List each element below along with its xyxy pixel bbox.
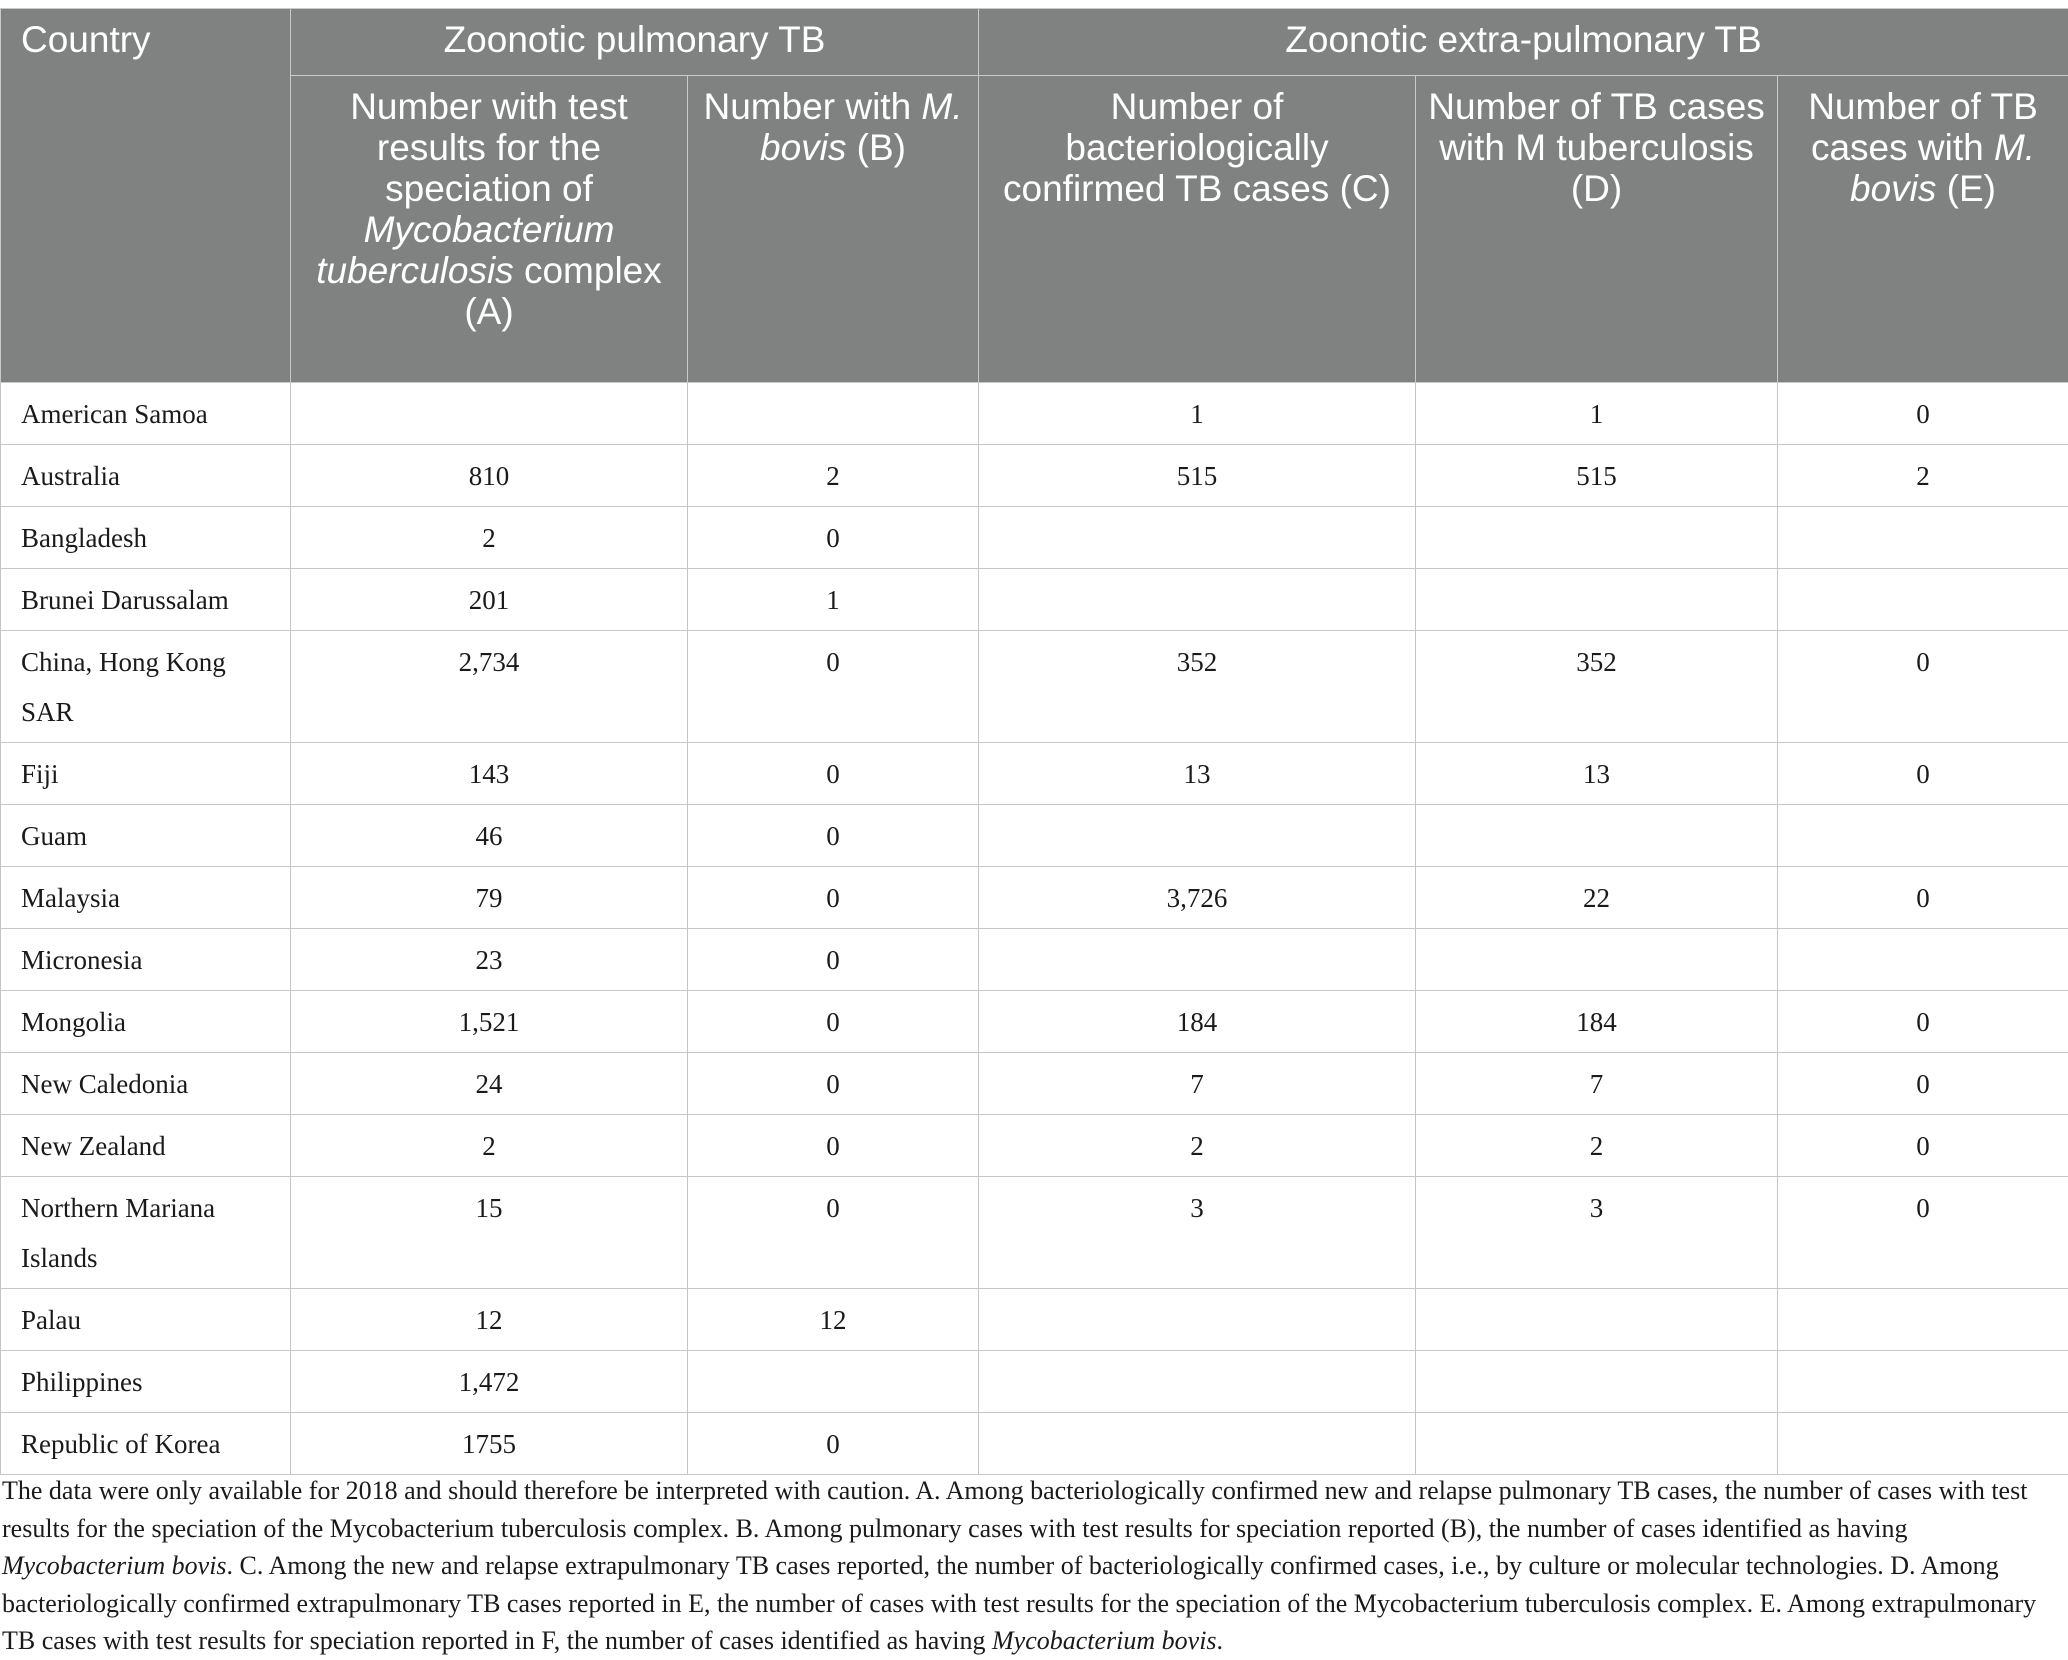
value-cell: 2 [291, 1115, 688, 1177]
value-cell: 1,472 [291, 1351, 688, 1413]
table-body [1, 383, 2068, 1475]
value-cell: 0 [688, 805, 979, 867]
value-cell: 13 [979, 743, 1416, 805]
value-cell [979, 929, 1416, 991]
header-col-c: Number of bacteriologically confirmed TB cases (C) [979, 76, 1416, 383]
header-col-b: Number with M. bovis (B) [688, 76, 979, 383]
value-cell: 0 [688, 743, 979, 805]
value-cell: 352 [979, 631, 1416, 743]
country-cell: Australia [1, 445, 291, 507]
header-col-d: Number of TB cases with M tuberculosis (D) [1416, 76, 1778, 383]
value-cell: 12 [291, 1289, 688, 1351]
value-cell: 2 [1416, 1115, 1778, 1177]
value-cell: 810 [291, 445, 688, 507]
value-cell: 0 [1778, 991, 2068, 1053]
table-row [1, 929, 2068, 991]
value-cell [1416, 1289, 1778, 1351]
value-cell [1778, 569, 2068, 631]
value-cell: 0 [1778, 383, 2068, 445]
country-cell: New Zealand [1, 1115, 291, 1177]
header-col-e: Number of TB cases with M. bovis (E) [1778, 76, 2068, 383]
value-cell: 13 [1416, 743, 1778, 805]
value-cell [979, 1413, 1416, 1475]
value-cell [1416, 569, 1778, 631]
header-col-a: Number with test results for the speciation of Mycobacterium tuberculosis complex (A) [291, 76, 688, 383]
table-row [1, 569, 2068, 631]
value-cell: 7 [979, 1053, 1416, 1115]
value-cell: 0 [1778, 867, 2068, 929]
value-cell: 0 [688, 867, 979, 929]
country-cell: Bangladesh [1, 507, 291, 569]
country-cell: Mongolia [1, 991, 291, 1053]
value-cell: 79 [291, 867, 688, 929]
value-cell: 1 [1416, 383, 1778, 445]
table-row [1, 445, 2068, 507]
value-cell [1416, 1413, 1778, 1475]
value-cell: 1,521 [291, 991, 688, 1053]
value-cell: 0 [688, 507, 979, 569]
table-row [1, 631, 2068, 743]
country-cell: Brunei Darussalam [1, 569, 291, 631]
country-cell: Fiji [1, 743, 291, 805]
value-cell: 143 [291, 743, 688, 805]
value-cell: 2 [291, 507, 688, 569]
value-cell [688, 383, 979, 445]
value-cell: 46 [291, 805, 688, 867]
value-cell [1416, 805, 1778, 867]
value-cell: 0 [1778, 1115, 2068, 1177]
header-row-columns [1, 76, 2068, 383]
country-cell: Philippines [1, 1351, 291, 1413]
value-cell [291, 383, 688, 445]
table-row [1, 1115, 2068, 1177]
value-cell [1416, 507, 1778, 569]
table-footnote: The data were only available for 2018 and should therefore be interpreted with caution. A. Among bacteriologically confirmed new and relapse pulmonary TB cases, the number of cases with test results for the speciation of the Mycobacterium tuberculosis complex. B. Among pulmonary cases with test results for speciation reported (B), the number of cases identified as having Mycobacterium bovis. C. Among the new and relapse extrapulmonary TB cases reported, the number of bacteriologically confirmed cases, i.e., by culture or molecular technologies. D. Among bacteriologically confirmed extrapulmonary TB cases reported in E, the number of cases with test results for the speciation of the Mycobacterium tuberculosis complex. E. Among extrapulmonary TB cases with test results for speciation reported in F, the number of cases identified as having Mycobacterium bovis. [2, 1472, 2064, 1660]
value-cell [1778, 1413, 2068, 1475]
value-cell [1778, 805, 2068, 867]
value-cell [1416, 1351, 1778, 1413]
value-cell: 0 [1778, 1053, 2068, 1115]
country-cell: Micronesia [1, 929, 291, 991]
value-cell: 23 [291, 929, 688, 991]
value-cell: 1755 [291, 1413, 688, 1475]
value-cell: 1 [688, 569, 979, 631]
value-cell [979, 569, 1416, 631]
value-cell [979, 805, 1416, 867]
value-cell: 201 [291, 569, 688, 631]
value-cell [979, 1289, 1416, 1351]
value-cell: 0 [688, 1413, 979, 1475]
header-group-pulmonary: Zoonotic pulmonary TB [291, 9, 979, 76]
table-row [1, 383, 2068, 445]
value-cell [1778, 1351, 2068, 1413]
value-cell: 0 [688, 1053, 979, 1115]
value-cell: 1 [979, 383, 1416, 445]
value-cell: 2 [979, 1115, 1416, 1177]
country-cell: American Samoa [1, 383, 291, 445]
value-cell: 3 [979, 1177, 1416, 1289]
table-row [1, 805, 2068, 867]
header-country: Country [1, 9, 291, 383]
zoonotic-tb-table [0, 8, 2068, 1475]
table-row [1, 1351, 2068, 1413]
value-cell: 515 [1416, 445, 1778, 507]
value-cell: 0 [1778, 1177, 2068, 1289]
country-cell: Palau [1, 1289, 291, 1351]
table-row [1, 743, 2068, 805]
table-row [1, 867, 2068, 929]
value-cell: 2 [1778, 445, 2068, 507]
value-cell: 12 [688, 1289, 979, 1351]
table-row [1, 1413, 2068, 1475]
value-cell: 352 [1416, 631, 1778, 743]
value-cell: 184 [1416, 991, 1778, 1053]
value-cell: 0 [688, 991, 979, 1053]
value-cell: 0 [688, 631, 979, 743]
value-cell: 2 [688, 445, 979, 507]
value-cell: 0 [688, 929, 979, 991]
country-cell: Republic of Korea [1, 1413, 291, 1475]
value-cell [1778, 1289, 2068, 1351]
value-cell: 24 [291, 1053, 688, 1115]
country-cell: Northern Mariana Islands [1, 1177, 291, 1289]
value-cell: 184 [979, 991, 1416, 1053]
value-cell: 2,734 [291, 631, 688, 743]
value-cell: 0 [688, 1115, 979, 1177]
value-cell: 22 [1416, 867, 1778, 929]
value-cell: 3,726 [979, 867, 1416, 929]
value-cell [1778, 929, 2068, 991]
table-row [1, 507, 2068, 569]
country-cell: Malaysia [1, 867, 291, 929]
table-row [1, 1053, 2068, 1115]
country-cell: New Caledonia [1, 1053, 291, 1115]
country-cell: Guam [1, 805, 291, 867]
header-row-groups [1, 9, 2068, 76]
value-cell: 515 [979, 445, 1416, 507]
table-row [1, 1177, 2068, 1289]
value-cell [1778, 507, 2068, 569]
value-cell: 0 [1778, 743, 2068, 805]
table-row [1, 991, 2068, 1053]
value-cell [979, 1351, 1416, 1413]
value-cell [688, 1351, 979, 1413]
value-cell: 3 [1416, 1177, 1778, 1289]
value-cell [1416, 929, 1778, 991]
header-group-extra-pulmonary: Zoonotic extra-pulmonary TB [979, 9, 2068, 76]
value-cell: 15 [291, 1177, 688, 1289]
country-cell: China, Hong Kong SAR [1, 631, 291, 743]
table-row [1, 1289, 2068, 1351]
value-cell: 7 [1416, 1053, 1778, 1115]
value-cell [979, 507, 1416, 569]
value-cell: 0 [1778, 631, 2068, 743]
value-cell: 0 [688, 1177, 979, 1289]
